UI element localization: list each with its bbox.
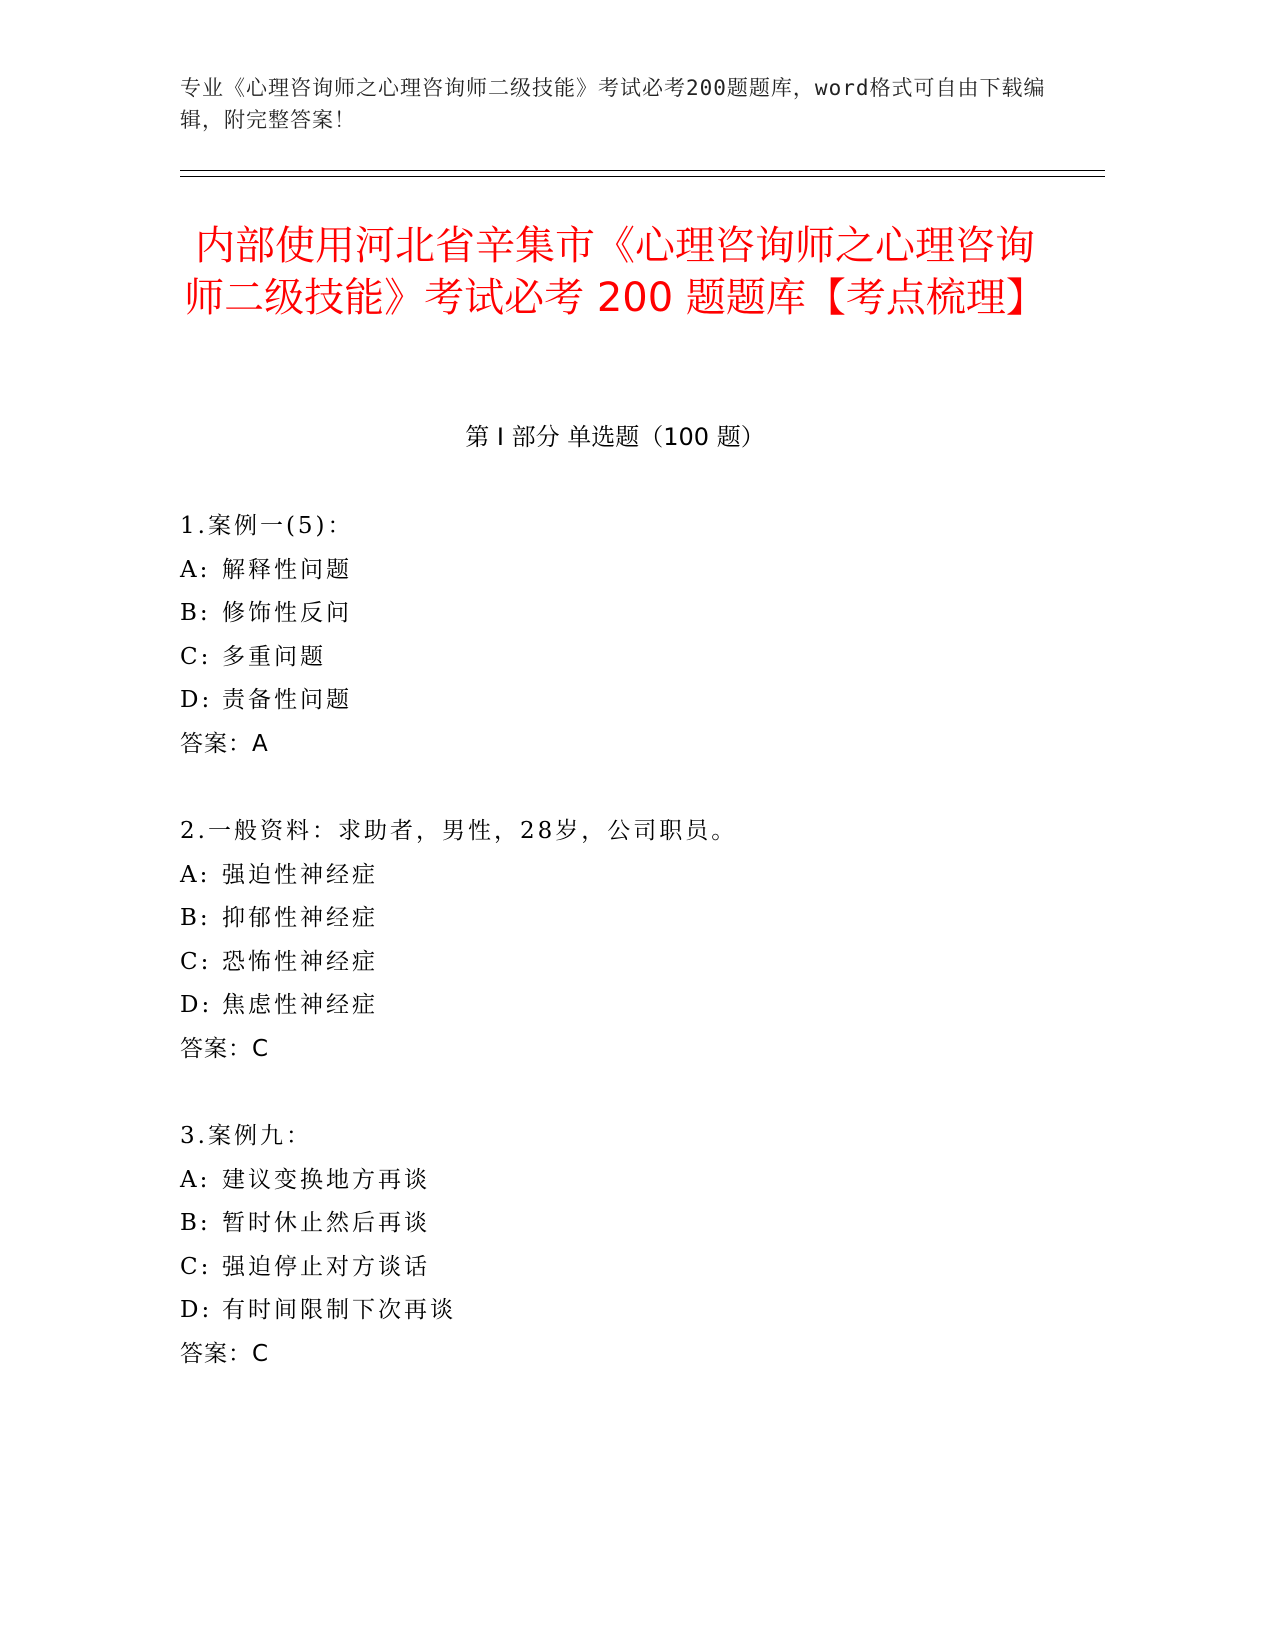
- header-divider-bottom: [180, 176, 1105, 177]
- answer-line: 答案：A: [180, 730, 269, 757]
- option-c: [180, 1246, 1060, 1290]
- option-b: [180, 1202, 1060, 1246]
- document-title: 内部使用河北省辛集市《心理咨询师之心理咨询师二级技能》考试必考 200 题题库【考点梳理】: [184, 223, 1046, 321]
- option-d: [180, 1289, 1060, 1333]
- question-2: [180, 810, 1060, 1071]
- section-heading: 第 I 部分 单选题（100 题）: [465, 423, 765, 451]
- option-key: A:: [180, 861, 211, 888]
- option-a: [180, 549, 1060, 593]
- option-c: [180, 636, 1060, 680]
- option-text: 强迫性神经症: [222, 861, 378, 888]
- question-3: [180, 1115, 1060, 1376]
- option-key: C:: [180, 1253, 212, 1280]
- option-c: [180, 941, 1060, 985]
- option-d: [180, 679, 1060, 723]
- option-text: 暂时休止然后再谈: [222, 1210, 430, 1236]
- option-key: C:: [180, 643, 212, 670]
- option-text: 有时间限制下次再谈: [222, 1297, 456, 1323]
- option-a: [180, 854, 1060, 898]
- option-key: C:: [180, 948, 212, 975]
- question-stem: 1.案例一(5)：: [180, 513, 354, 539]
- option-text: 责备性问题: [222, 687, 352, 713]
- answer-line: 答案：C: [180, 1035, 270, 1062]
- question-stem: 3.案例九：: [180, 1123, 312, 1149]
- option-b: [180, 897, 1060, 941]
- option-key: A:: [180, 1166, 211, 1193]
- option-text: 焦虑性神经症: [222, 992, 378, 1018]
- answer-line: 答案：C: [180, 1340, 270, 1367]
- option-text: 解释性问题: [222, 556, 352, 583]
- option-key: B:: [180, 1210, 211, 1236]
- option-a: [180, 1159, 1060, 1203]
- option-key: D:: [180, 992, 213, 1018]
- option-key: B:: [180, 905, 211, 931]
- option-key: D:: [180, 1297, 213, 1323]
- option-b: [180, 592, 1060, 636]
- question-stem: 2.一般资料：求助者，男性，28岁，公司职员。: [180, 818, 738, 844]
- option-d: [180, 984, 1060, 1028]
- option-key: D:: [180, 687, 213, 713]
- header-note: 专业《心理咨询师之心理咨询师二级技能》考试必考200题题库，word格式可自由下载编辑，附完整答案！: [180, 76, 1046, 132]
- header-divider-top: [180, 170, 1105, 171]
- option-text: 恐怖性神经症: [222, 948, 378, 975]
- option-key: B:: [180, 600, 211, 626]
- question-1: [180, 505, 1060, 766]
- option-text: 强迫停止对方谈话: [222, 1253, 430, 1280]
- option-text: 修饰性反问: [222, 600, 352, 626]
- option-text: 多重问题: [222, 643, 326, 670]
- option-key: A:: [180, 556, 211, 583]
- option-text: 建议变换地方再谈: [222, 1166, 430, 1193]
- option-text: 抑郁性神经症: [222, 905, 378, 931]
